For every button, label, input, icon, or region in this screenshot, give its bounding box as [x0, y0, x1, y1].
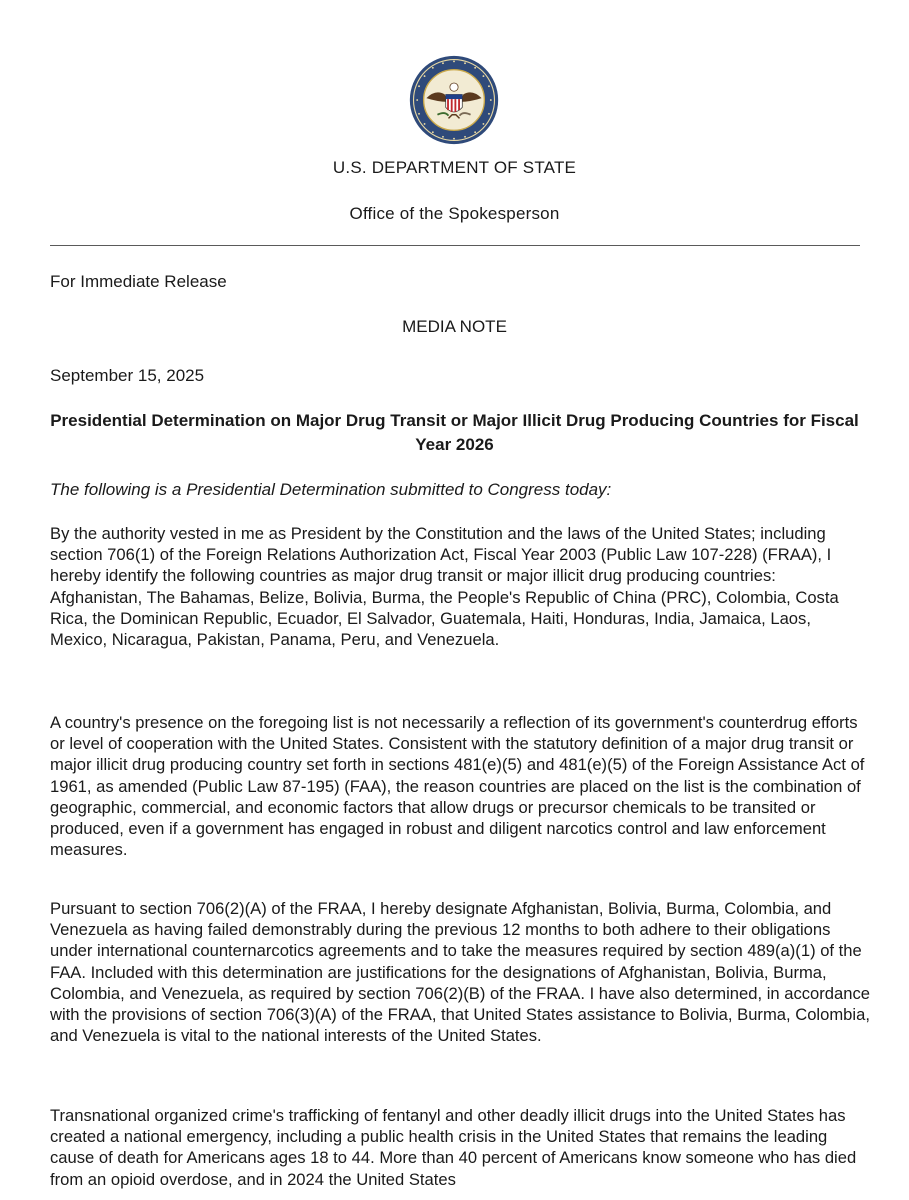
department-of-state-seal-icon	[408, 54, 500, 146]
agency-name: U.S. DEPARTMENT OF STATE	[332, 158, 577, 177]
body-paragraph: A country's presence on the foregoing list is not necessarily a reflection of its government's counterdrug efforts or level of cooperation with the United States. Consistent with the statutory definition of a major drug transit or major illicit drug producing country set forth in sections 481(e)(5) and 481(e)(5) of the Foreign Assistance Act of 1961, as amended (Public Law 87-195) (FAA), the reason countries are placed on the list is the combination of geographic, commercial, and economic factors that allow drugs or precursor chemicals to be transited or produced, even if a government has engaged in robust and diligent narcotics control and law enforcement measures.	[50, 713, 865, 860]
body-paragraph: Pursuant to section 706(2)(A) of the FRAA, I hereby designate Afghanistan, Bolivia, Burma, Colombia, and Venezuela as having failed demonstrably during the previous 12 months to both adhere to their obligations under international counternarcotics agreements and to take the measures required by section 489(a)(1) of the FAA. Included with this determination are justifications for the designations of Afghanistan, Bolivia, Burma, Colombia, and Venezuela, as required by section 706(2)(B) of the FRAA. I have also determined, in accordance with the provisions of section 706(3)(A) of the FRAA, that United States assistance to Bolivia, Burma, Colombia, and Venezuela is vital to the national interests of the United States.	[50, 899, 871, 1046]
intro-line: The following is a Presidential Determination submitted to Congress today:	[50, 480, 612, 499]
office-name: Office of the Spokesperson	[349, 204, 560, 223]
body-paragraph: Transnational organized crime's trafficking of fentanyl and other deadly illicit drugs into the United States has created a national emergency, including a public health crisis in the United States that remains the leading cause of death for Americans ages 18 to 44. More than 40 percent of Americans know someone who has died from an opioid overdose, and in 2024 the United States	[50, 1106, 857, 1189]
release-date: September 15, 2025	[50, 366, 205, 385]
note-type: MEDIA NOTE	[402, 317, 507, 336]
document-title: Presidential Determination on Major Drug Transit or Major Illicit Drug Producing Countries for Fiscal Year 2026	[50, 411, 859, 454]
header-divider	[50, 245, 860, 246]
release-status: For Immediate Release	[50, 272, 227, 291]
body-paragraph: By the authority vested in me as President by the Constitution and the laws of the United States; including section 706(1) of the Foreign Relations Authorization Act, Fiscal Year 2003 (Public Law 107-228) (FRAA), I hereby identify the following countries as major drug transit or major illicit drug producing countries: Afghanistan, The Bahamas, Belize, Bolivia, Burma, the People's Republic of China (PRC), Colombia, Costa Rica, the Dominican Republic, Ecuador, El Salvador, Guatemala, Haiti, Honduras, India, Jamaica, Laos, Mexico, Nicaragua, Pakistan, Panama, Peru, and Venezuela.	[50, 524, 839, 650]
